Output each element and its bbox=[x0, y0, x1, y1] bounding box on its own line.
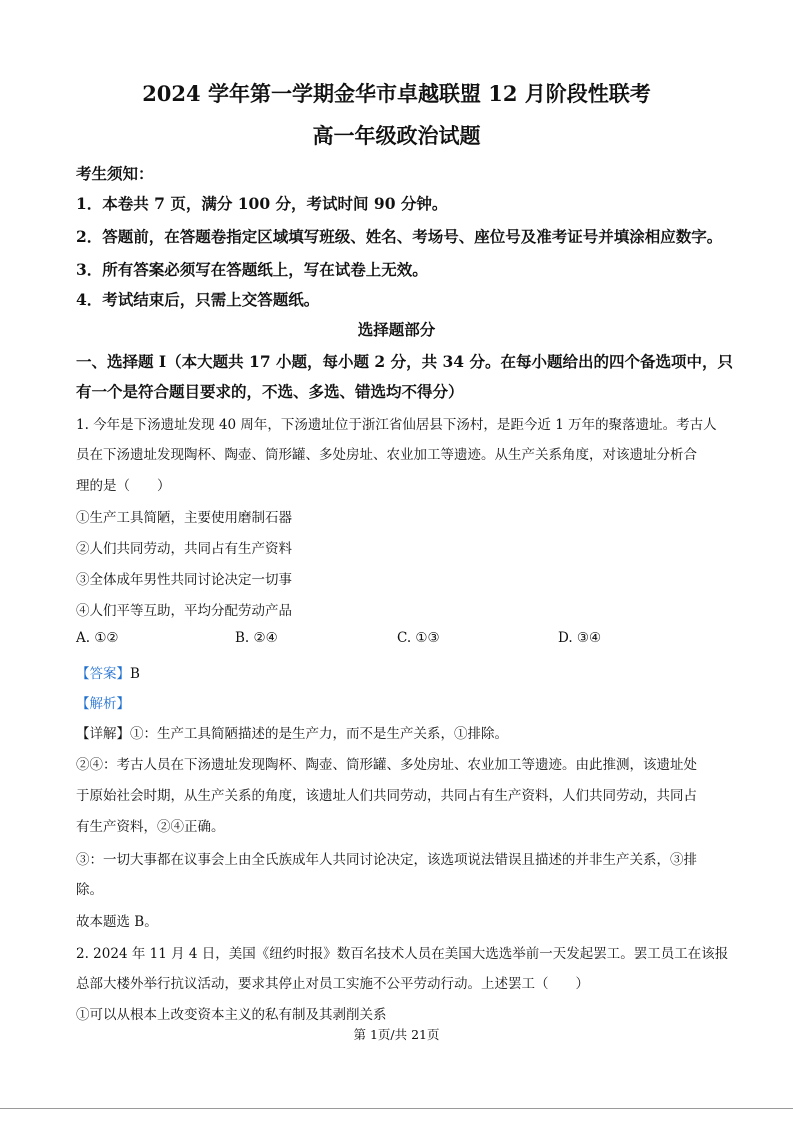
notice-item: 1．本卷共 7 页，满分 100 分，考试时间 90 分钟。 bbox=[76, 194, 448, 213]
notice-item: 3．所有答案必须写在答题纸上，写在试卷上无效。 bbox=[76, 260, 428, 279]
q1-stem-line: 理的是（ ） bbox=[76, 478, 171, 494]
page-divider bbox=[0, 1108, 793, 1109]
q1-stem-line: 员在下汤遗址发现陶杯、陶壶、筒形罐、多处房址、农业加工等遗迹。从生产关系角度，对该遗址分析合 bbox=[76, 447, 697, 463]
q1-detail-line: 除。 bbox=[76, 882, 103, 898]
section-instruction: 有一个是符合题目要求的，不选、多选、错选均不得分） bbox=[76, 382, 464, 401]
notice-item: 2．答题前，在答题卷指定区域填写班级、姓名、考场号、座位号及准考证号并填涂相应数字。 bbox=[76, 227, 723, 246]
page-title: 2024 学年第一学期金华市卓越联盟 12 月阶段性联考 bbox=[142, 81, 651, 106]
q1-option-a: A. ①② bbox=[76, 630, 119, 646]
q1-detail-line: ③：一切大事都在议事会上由全氏族成年人共同讨论决定，该选项说法错误且描述的并非生产关系，③排 bbox=[76, 852, 697, 868]
q1-option-d: D. ③④ bbox=[558, 630, 602, 646]
q1-detail-line: ②④：考古人员在下汤遗址发现陶杯、陶壶、筒形罐、多处房址、农业加工等遗迹。由此推测，该遗址处 bbox=[76, 757, 697, 773]
q1-detail-line: 有生产资料，②④正确。 bbox=[76, 819, 225, 835]
q2-stem-line: 总部大楼外举行抗议活动，要求其停止对员工实施不公平劳动行动。上述罢工（ ） bbox=[76, 976, 589, 992]
q1-detail-first bbox=[76, 722, 508, 742]
page-number: 第 1页/共 21页 bbox=[353, 1027, 440, 1042]
q1-option-c: C. ①③ bbox=[397, 630, 440, 646]
analysis-tag: 【解析】 bbox=[76, 696, 130, 712]
detail-text: ①：生产工具简陋描述的是生产力，而不是生产关系，①排除。 bbox=[130, 726, 508, 742]
q1-option-b: B. ②④ bbox=[235, 630, 278, 646]
notice-heading: 考生须知： bbox=[76, 164, 154, 183]
section-title: 选择题部分 bbox=[357, 320, 436, 339]
q2-statement: ①可以从根本上改变资本主义的私有制及其剥削关系 bbox=[76, 1007, 387, 1023]
answer-value: B bbox=[130, 666, 140, 682]
q1-stem-line: 1. 今年是下汤遗址发现 40 周年，下汤遗址位于浙江省仙居县下汤村，是距今近 1 万年的聚落遗址。考古人 bbox=[76, 417, 717, 433]
detail-tag: 【详解】 bbox=[76, 726, 130, 742]
section-instruction: 一、选择题 I（本大题共 17 小题，每小题 2 分，共 34 分。在每小题给出的四个备选项中，只 bbox=[76, 352, 733, 371]
notice-item: 4．考试结束后，只需上交答题纸。 bbox=[76, 290, 320, 309]
q1-answer bbox=[76, 662, 140, 682]
q1-statement: ③全体成年男性共同讨论决定一切事 bbox=[76, 572, 292, 588]
answer-tag: 【答案】 bbox=[76, 666, 130, 682]
q1-statement: ②人们共同劳动，共同占有生产资料 bbox=[76, 541, 292, 557]
q2-stem-line: 2. 2024 年 11 月 4 日，美国《纽约时报》数百名技术人员在美国大选选举前一天发起罢工。罢工员工在该报 bbox=[76, 946, 729, 962]
q1-detail-line: 故本题选 B。 bbox=[76, 914, 158, 930]
q1-statement: ①生产工具简陋，主要使用磨制石器 bbox=[76, 510, 292, 526]
q1-statement: ④人们平等互助，平均分配劳动产品 bbox=[76, 603, 292, 619]
page-subtitle: 高一年级政治试题 bbox=[312, 123, 481, 148]
q1-detail-line: 于原始社会时期，从生产关系的角度，该遗址人们共同劳动，共同占有生产资料，人们共同劳动，共同占 bbox=[76, 788, 697, 804]
